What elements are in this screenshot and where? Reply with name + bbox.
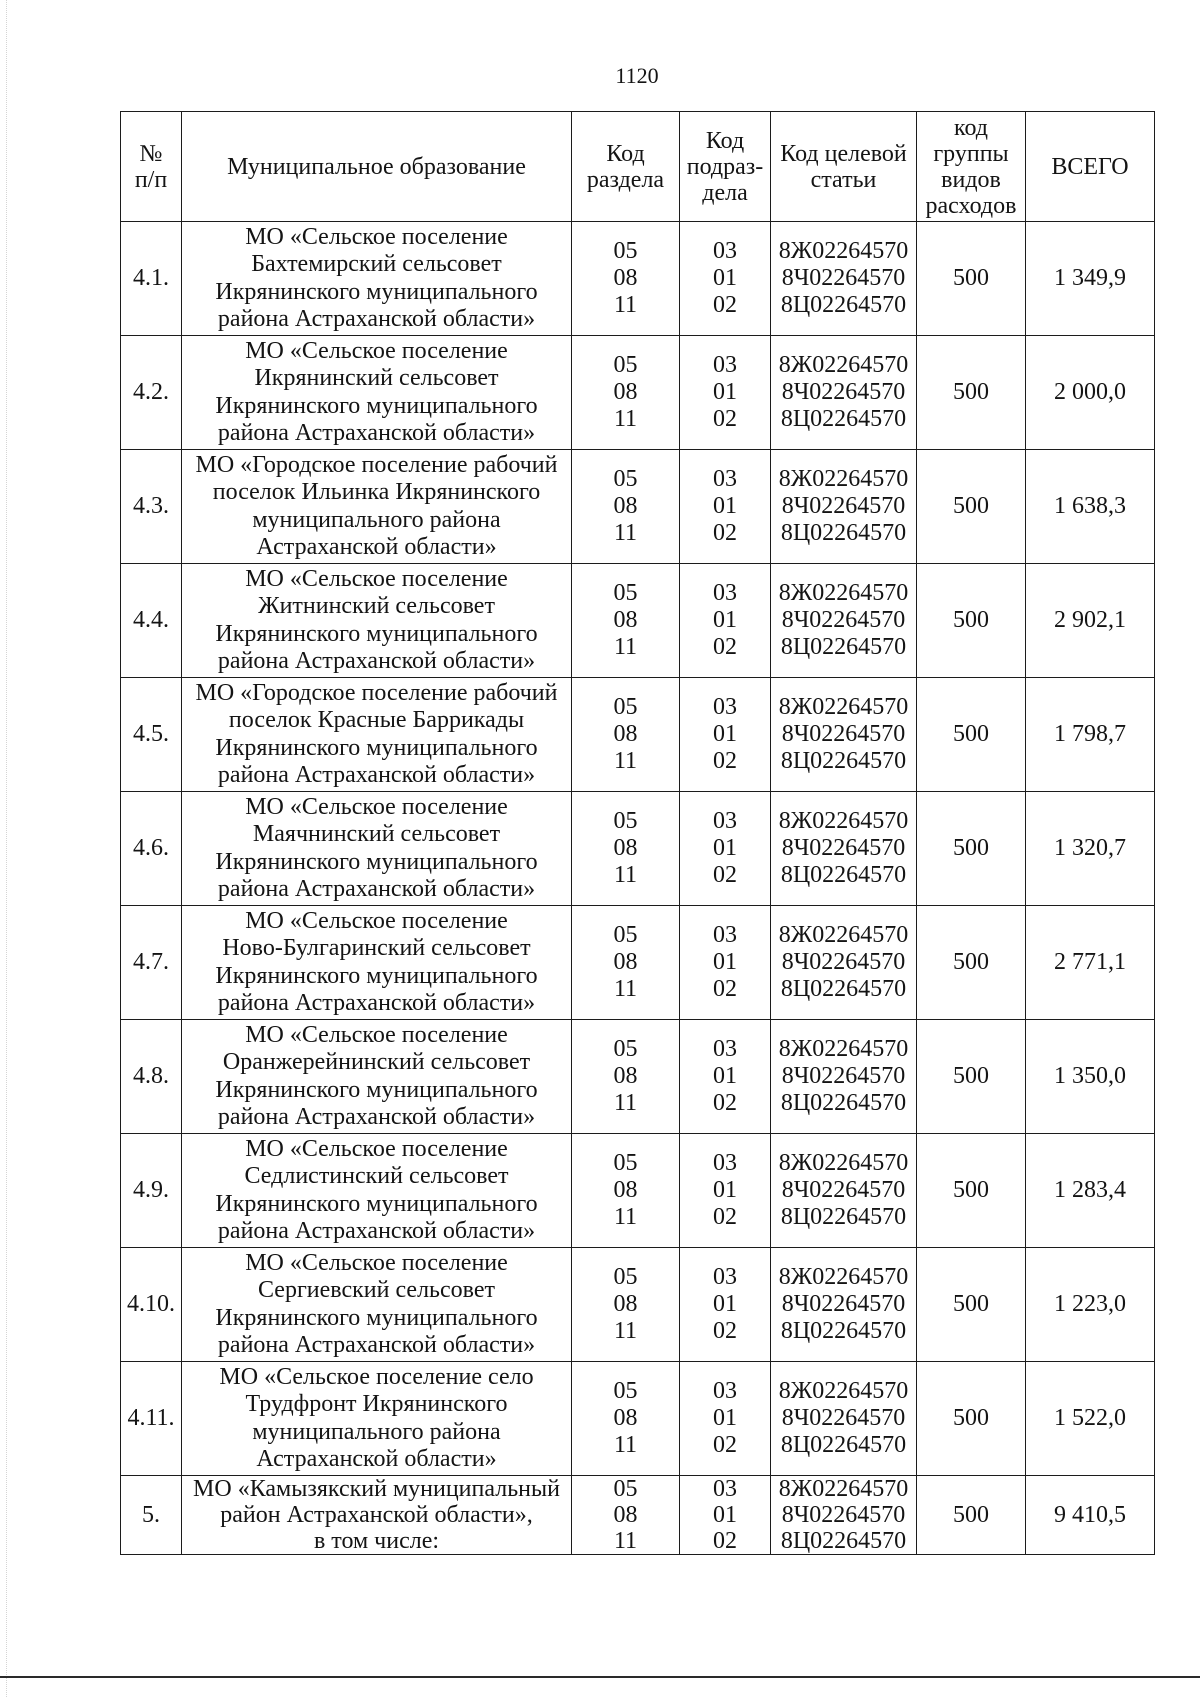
- cell-subsection-codes: [680, 1476, 771, 1555]
- municipality-name-line: МО «Сельское поселение: [245, 223, 508, 250]
- target-code: 8Ч02264570: [781, 949, 906, 975]
- cell-expense-group: 500: [917, 564, 1026, 678]
- municipality-name-line: Бахтемирский сельсовет: [251, 251, 502, 277]
- cell-expense-group: 500: [917, 1362, 1026, 1476]
- subsection-code: 03: [713, 1150, 737, 1176]
- municipality-name-line: Икрянинского муниципального: [215, 962, 538, 989]
- table-row: [121, 1362, 1155, 1476]
- section-code: 08: [613, 1177, 638, 1203]
- section-code: 08: [613, 835, 638, 861]
- subsection-code: 03: [713, 694, 737, 720]
- scan-edge-line: [6, 0, 7, 1697]
- municipality-name-line: Трудфронт Икрянинского: [245, 1391, 508, 1417]
- cell-target-codes: [771, 678, 917, 792]
- target-code: 8Ж02264570: [778, 1150, 909, 1176]
- cell-total: 2 902,1: [1026, 564, 1155, 678]
- cell-municipality: [182, 1134, 572, 1248]
- section-code: 11: [613, 1090, 638, 1116]
- municipality-name-line: МО «Сельское поселение: [245, 1249, 508, 1276]
- section-code: 08: [613, 379, 638, 405]
- cell-subsection-codes: [680, 336, 771, 450]
- target-code: 8Ч02264570: [781, 1291, 906, 1317]
- section-code: 05: [613, 1378, 638, 1404]
- cell-municipality: [182, 1020, 572, 1134]
- subsection-code: 01: [713, 379, 737, 405]
- municipality-name-line: Икрянинского муниципального: [215, 278, 538, 305]
- cell-municipality: [182, 1362, 572, 1476]
- cell-row-number: 4.9.: [121, 1134, 182, 1248]
- municipality-name-line: района Астраханской области»: [217, 762, 536, 788]
- section-code: 11: [613, 406, 638, 432]
- subsection-code: 01: [713, 1502, 737, 1528]
- target-code: 8Ч02264570: [781, 1502, 906, 1528]
- target-code: 8Ж02264570: [778, 580, 909, 606]
- cell-subsection-codes: [680, 1020, 771, 1134]
- municipality-name-line: района Астраханской области»: [217, 648, 536, 674]
- subsection-code: 03: [713, 1476, 737, 1502]
- header-text-line: дела: [702, 179, 748, 206]
- subsection-code: 03: [713, 922, 737, 948]
- cell-expense-group: 500: [917, 222, 1026, 336]
- cell-expense-group: 500: [917, 1134, 1026, 1248]
- header-text-line: Код целевой: [780, 140, 907, 167]
- table-row: [121, 222, 1155, 336]
- table-row: [121, 1476, 1155, 1555]
- cell-expense-group: 500: [917, 450, 1026, 564]
- cell-section-codes: [572, 678, 680, 792]
- table-row: [121, 450, 1155, 564]
- subsection-code: 01: [713, 1177, 737, 1203]
- cell-section-codes: [572, 1248, 680, 1362]
- municipality-name-line: Астраханской области»: [256, 534, 497, 560]
- header-text-line: Код: [606, 140, 645, 167]
- cell-target-codes: [771, 1248, 917, 1362]
- cell-row-number: 4.6.: [121, 792, 182, 906]
- subsection-code: 03: [713, 1036, 737, 1062]
- section-code: 11: [613, 634, 638, 660]
- municipality-name-line: МО «Сельское поселение село: [219, 1363, 534, 1390]
- section-code: 11: [613, 1204, 638, 1230]
- cell-total: 1 798,7: [1026, 678, 1155, 792]
- cell-municipality: [182, 792, 572, 906]
- section-code: 05: [613, 694, 638, 720]
- target-code: 8Ц02264570: [780, 1204, 907, 1230]
- cell-section-codes: [572, 1020, 680, 1134]
- cell-subsection-codes: [680, 450, 771, 564]
- header-text-line: статьи: [810, 166, 877, 193]
- subsection-code: 02: [713, 1432, 737, 1458]
- municipality-name-line: муниципального района: [252, 506, 501, 533]
- subsection-code: 01: [713, 1063, 737, 1089]
- cell-section-codes: [572, 906, 680, 1020]
- target-code: 8Ц02264570: [780, 976, 907, 1002]
- municipality-name-line: МО «Городское поселение рабочий: [195, 451, 558, 478]
- section-code: 05: [613, 1150, 638, 1176]
- target-code: 8Ц02264570: [780, 748, 907, 774]
- cell-subsection-codes: [680, 564, 771, 678]
- target-code: 8Ц02264570: [780, 862, 907, 888]
- subsection-code: 03: [713, 1264, 737, 1290]
- cell-municipality: [182, 1248, 572, 1362]
- municipality-name-line: района Астраханской области»: [217, 420, 536, 446]
- municipality-name-line: района Астраханской области»: [217, 1332, 536, 1358]
- cell-row-number: 4.7.: [121, 906, 182, 1020]
- cell-total: 1 320,7: [1026, 792, 1155, 906]
- section-code: 08: [613, 1502, 638, 1528]
- target-code: 8Ц02264570: [780, 634, 907, 660]
- municipality-name-line: Икрянинского муниципального: [215, 734, 538, 761]
- cell-expense-group: 500: [917, 1020, 1026, 1134]
- cell-row-number: 4.11.: [121, 1362, 182, 1476]
- cell-section-codes: [572, 450, 680, 564]
- cell-target-codes: [771, 222, 917, 336]
- header-text-line: п/п: [134, 166, 168, 193]
- cell-target-codes: [771, 906, 917, 1020]
- section-code: 08: [613, 493, 638, 519]
- cell-expense-group: 500: [917, 1476, 1026, 1555]
- subsection-code: 01: [713, 1405, 737, 1431]
- cell-total: 9 410,5: [1026, 1476, 1155, 1555]
- section-code: 11: [613, 1528, 638, 1554]
- target-code: 8Ж02264570: [778, 808, 909, 834]
- municipality-name-line: МО «Сельское поселение: [245, 565, 508, 592]
- municipality-name-line: Икрянинского муниципального: [215, 620, 538, 647]
- cell-target-codes: [771, 450, 917, 564]
- cell-total: 1 283,4: [1026, 1134, 1155, 1248]
- target-code: 8Ж02264570: [778, 1264, 909, 1290]
- cell-expense-group: 500: [917, 906, 1026, 1020]
- municipality-name-line: района Астраханской области»: [217, 990, 536, 1016]
- subsection-code: 03: [713, 238, 737, 264]
- cell-target-codes: [771, 336, 917, 450]
- table-body: [121, 222, 1155, 1555]
- target-code: 8Ц02264570: [780, 1432, 907, 1458]
- subsection-code: 01: [713, 493, 737, 519]
- municipality-name-line: МО «Сельское поселение: [245, 337, 508, 364]
- section-code: 11: [613, 976, 638, 1002]
- cell-expense-group: 500: [917, 678, 1026, 792]
- subsection-code: 02: [713, 976, 737, 1002]
- target-code: 8Ч02264570: [781, 379, 906, 405]
- cell-municipality: [182, 564, 572, 678]
- header-text-line: раздела: [586, 166, 665, 193]
- target-code: 8Ц02264570: [780, 520, 907, 546]
- cell-section-codes: [572, 792, 680, 906]
- section-code: 05: [613, 466, 638, 492]
- cell-expense-group: 500: [917, 1248, 1026, 1362]
- cell-subsection-codes: [680, 906, 771, 1020]
- municipality-name-line: Маячнинский сельсовет: [252, 821, 501, 847]
- subsection-code: 02: [713, 1090, 737, 1116]
- cell-municipality: [182, 450, 572, 564]
- cell-target-codes: [771, 1362, 917, 1476]
- cell-municipality: [182, 1476, 572, 1555]
- target-code: 8Ч02264570: [781, 607, 906, 633]
- table-header: [121, 112, 1155, 222]
- header-text-line: подраз-: [686, 153, 764, 180]
- header-text-line: Код: [705, 127, 745, 154]
- cell-total: 1 522,0: [1026, 1362, 1155, 1476]
- target-code: 8Ч02264570: [781, 721, 906, 747]
- table-row: [121, 792, 1155, 906]
- cell-section-codes: [572, 1362, 680, 1476]
- subsection-code: 01: [713, 607, 737, 633]
- target-code: 8Ц02264570: [780, 1318, 907, 1344]
- municipality-name-line: поселок Ильинка Икрянинского: [212, 479, 541, 505]
- cell-subsection-codes: [680, 1134, 771, 1248]
- bottom-rule: [0, 1676, 1200, 1678]
- table-row: [121, 564, 1155, 678]
- cell-target-codes: [771, 1134, 917, 1248]
- subsection-code: 01: [713, 835, 737, 861]
- section-code: 11: [613, 520, 638, 546]
- section-code: 08: [613, 949, 638, 975]
- section-code: 11: [613, 862, 638, 888]
- header-text-line: код: [954, 114, 988, 141]
- cell-expense-group: 500: [917, 792, 1026, 906]
- section-code: 08: [613, 1291, 638, 1317]
- target-code: 8Ж02264570: [778, 238, 909, 264]
- municipality-name-line: района Астраханской области»: [217, 1104, 536, 1130]
- target-code: 8Ж02264570: [778, 466, 909, 492]
- header-cell-target-code: [771, 112, 917, 222]
- cell-total: 1 638,3: [1026, 450, 1155, 564]
- target-code: 8Ж02264570: [778, 1036, 909, 1062]
- municipality-name-line: района Астраханской области»: [217, 876, 536, 902]
- cell-target-codes: [771, 792, 917, 906]
- cell-expense-group: 500: [917, 336, 1026, 450]
- cell-section-codes: [572, 1476, 680, 1555]
- municipality-name-line: МО «Сельское поселение: [245, 1021, 508, 1048]
- section-code: 05: [613, 1036, 638, 1062]
- cell-municipality: [182, 222, 572, 336]
- target-code: 8Ц02264570: [780, 1528, 907, 1554]
- subsection-code: 03: [713, 466, 737, 492]
- section-code: 11: [613, 1432, 638, 1458]
- cell-section-codes: [572, 564, 680, 678]
- header-cell-total: [1026, 112, 1155, 222]
- cell-target-codes: [771, 1020, 917, 1134]
- section-code: 11: [613, 1318, 638, 1344]
- municipality-name-line: в том числе:: [313, 1528, 440, 1554]
- subsection-code: 02: [713, 1528, 737, 1554]
- section-code: 05: [613, 1264, 638, 1290]
- section-code: 08: [613, 265, 638, 291]
- target-code: 8Ц02264570: [780, 406, 907, 432]
- header-text-line: группы: [933, 140, 1009, 167]
- cell-municipality: [182, 678, 572, 792]
- municipality-name-line: МО «Городское поселение рабочий: [195, 679, 558, 706]
- section-code: 11: [613, 292, 638, 318]
- municipality-name-line: МО «Сельское поселение: [245, 793, 508, 820]
- subsection-code: 01: [713, 721, 737, 747]
- section-code: 05: [613, 808, 638, 834]
- target-code: 8Ц02264570: [780, 1090, 907, 1116]
- target-code: 8Ж02264570: [778, 1476, 909, 1502]
- municipality-name-line: Житнинский сельсовет: [258, 593, 495, 619]
- subsection-code: 01: [713, 265, 737, 291]
- subsection-code: 02: [713, 520, 737, 546]
- header-cell-municipality: [182, 112, 572, 222]
- table-row: [121, 1134, 1155, 1248]
- section-code: 05: [613, 1476, 638, 1502]
- subsection-code: 02: [713, 292, 737, 318]
- subsection-code: 02: [713, 1318, 737, 1344]
- municipality-name-line: муниципального района: [252, 1418, 501, 1445]
- header-text-line: расходов: [925, 192, 1017, 219]
- cell-section-codes: [572, 336, 680, 450]
- subsection-code: 02: [713, 862, 737, 888]
- municipality-name-line: Сергиевский сельсовет: [258, 1277, 495, 1303]
- cell-row-number: 4.4.: [121, 564, 182, 678]
- subsection-code: 03: [713, 580, 737, 606]
- municipality-name-line: поселок Красные Баррикады: [228, 707, 525, 733]
- subsection-code: 03: [713, 808, 737, 834]
- subsection-code: 03: [713, 352, 737, 378]
- section-code: 08: [613, 1063, 638, 1089]
- cell-row-number: 5.: [121, 1476, 182, 1555]
- municipality-name-line: МО «Сельское поселение: [245, 907, 508, 934]
- target-code: 8Ж02264570: [778, 1378, 909, 1404]
- section-code: 08: [613, 607, 638, 633]
- target-code: 8Ч02264570: [781, 493, 906, 519]
- municipality-name-line: Икрянинского муниципального: [215, 848, 538, 875]
- target-code: 8Ж02264570: [778, 922, 909, 948]
- municipality-name-line: Ново-Булгаринский сельсовет: [222, 935, 531, 961]
- cell-target-codes: [771, 1476, 917, 1555]
- cell-row-number: 4.10.: [121, 1248, 182, 1362]
- municipality-name-line: района Астраханской области»: [217, 1218, 536, 1244]
- table-row: [121, 1020, 1155, 1134]
- municipality-name-line: района Астраханской области»: [217, 306, 536, 332]
- cell-section-codes: [572, 222, 680, 336]
- target-code: 8Ж02264570: [778, 352, 909, 378]
- cell-row-number: 4.2.: [121, 336, 182, 450]
- header-cell-number: [121, 112, 182, 222]
- cell-total: 1 350,0: [1026, 1020, 1155, 1134]
- cell-total: 2 000,0: [1026, 336, 1155, 450]
- budget-table: [120, 111, 1155, 1555]
- target-code: 8Ч02264570: [781, 265, 906, 291]
- municipality-name-line: Икрянинского муниципального: [215, 392, 538, 419]
- section-code: 05: [613, 580, 638, 606]
- cell-subsection-codes: [680, 222, 771, 336]
- municipality-name-line: Астраханской области»: [256, 1446, 497, 1472]
- header-cell-subsection-code: [680, 112, 771, 222]
- header-text-line: ВСЕГО: [1051, 153, 1129, 180]
- header-text-line: №: [139, 140, 163, 167]
- subsection-code: 03: [713, 1378, 737, 1404]
- cell-municipality: [182, 336, 572, 450]
- municipality-name-line: Седлистинский сельсовет: [244, 1163, 509, 1189]
- municipality-name-line: Оранжерейнинский сельсовет: [222, 1049, 531, 1075]
- cell-row-number: 4.5.: [121, 678, 182, 792]
- subsection-code: 01: [713, 1291, 737, 1317]
- municipality-name-line: МО «Сельское поселение: [245, 1135, 508, 1162]
- header-text-line: видов: [941, 166, 1001, 193]
- target-code: 8Ч02264570: [781, 1177, 906, 1203]
- subsection-code: 02: [713, 406, 737, 432]
- municipality-name-line: Икрянинский сельсовет: [254, 365, 499, 391]
- cell-subsection-codes: [680, 792, 771, 906]
- cell-row-number: 4.3.: [121, 450, 182, 564]
- cell-target-codes: [771, 564, 917, 678]
- section-code: 05: [613, 352, 638, 378]
- cell-total: 1 223,0: [1026, 1248, 1155, 1362]
- header-text-line: Муниципальное образование: [227, 153, 526, 180]
- section-code: 05: [613, 238, 638, 264]
- cell-subsection-codes: [680, 1248, 771, 1362]
- target-code: 8Ч02264570: [781, 1405, 906, 1431]
- table-row: [121, 336, 1155, 450]
- section-code: 11: [613, 748, 638, 774]
- section-code: 08: [613, 721, 638, 747]
- table-row: [121, 906, 1155, 1020]
- target-code: 8Ч02264570: [781, 835, 906, 861]
- cell-subsection-codes: [680, 1362, 771, 1476]
- target-code: 8Ч02264570: [781, 1063, 906, 1089]
- target-code: 8Ж02264570: [778, 694, 909, 720]
- table-row: [121, 678, 1155, 792]
- header-cell-section-code: [572, 112, 680, 222]
- table-row: [121, 1248, 1155, 1362]
- cell-municipality: [182, 906, 572, 1020]
- cell-total: 1 349,9: [1026, 222, 1155, 336]
- section-code: 05: [613, 922, 638, 948]
- header-row: [121, 112, 1155, 222]
- cell-subsection-codes: [680, 678, 771, 792]
- cell-section-codes: [572, 1134, 680, 1248]
- subsection-code: 02: [713, 748, 737, 774]
- section-code: 08: [613, 1405, 638, 1431]
- municipality-name-line: Икрянинского муниципального: [215, 1304, 538, 1331]
- cell-row-number: 4.1.: [121, 222, 182, 336]
- subsection-code: 01: [713, 949, 737, 975]
- municipality-name-line: Икрянинского муниципального: [215, 1076, 538, 1103]
- header-cell-expense-group: [917, 112, 1026, 222]
- cell-row-number: 4.8.: [121, 1020, 182, 1134]
- municipality-name-line: район Астраханской области»,: [220, 1502, 533, 1528]
- subsection-code: 02: [713, 1204, 737, 1230]
- municipality-name-line: МО «Камызякский муниципальный: [193, 1476, 560, 1502]
- target-code: 8Ц02264570: [780, 292, 907, 318]
- page-number: 1120: [615, 63, 659, 88]
- municipality-name-line: Икрянинского муниципального: [215, 1190, 538, 1217]
- cell-total: 2 771,1: [1026, 906, 1155, 1020]
- subsection-code: 02: [713, 634, 737, 660]
